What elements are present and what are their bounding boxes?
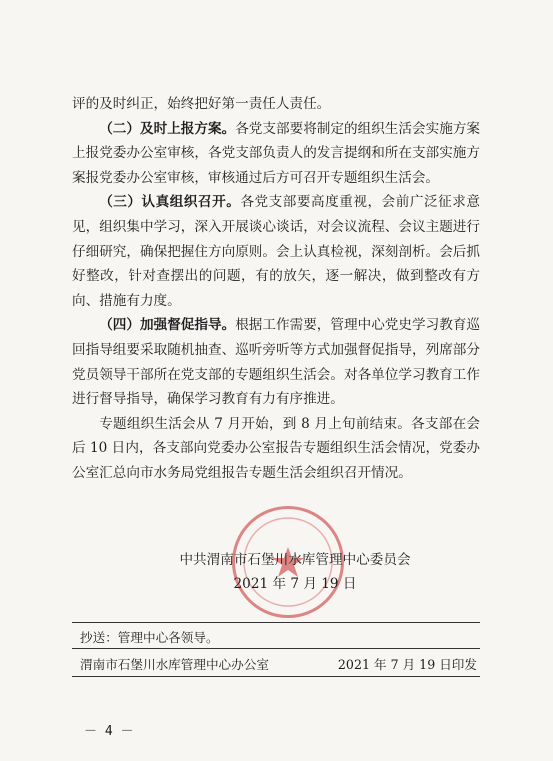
paragraph-5 xyxy=(72,412,480,486)
signature-org: 中共渭南市石堡川水库管理中心委员会 xyxy=(179,552,411,568)
cc-line: 抄送：管理中心各领导。 xyxy=(80,630,219,645)
footer-print-date: 2021 年 7 月 19 日印发 xyxy=(337,657,477,672)
paragraph-2-text: 各党支部要将制定的组织生活会实施方案上报党委办公室审核，各党支部负责人的发言提纲和所在支部实施方案报党委办公室审核，审核通过后方可召开专题组织生活会。 xyxy=(72,120,481,186)
paragraph-4-text: 根据工作需要，管理中心党史学习教育巡回指导组要采取随机抽查、巡听旁听等方式加强督促指导，列席部分党员领导干部所在党支部的专题组织生活会。对各单位学习教育工作进行督导指导，确保学习教育有力有序推进。 xyxy=(72,317,481,408)
signature-date: 2021 年 7 月 19 日 xyxy=(233,576,357,592)
paragraph-4 xyxy=(72,313,480,411)
paragraph-1 xyxy=(72,92,480,117)
footer-issuer: 渭南市石堡川水库管理中心办公室 xyxy=(80,657,269,672)
page-number: － 4 － xyxy=(84,724,134,739)
paragraph-3 xyxy=(72,190,480,313)
divider-bottom xyxy=(72,676,480,677)
paragraph-1-text: 评的及时纠正，始终把好第一责任人责任。 xyxy=(72,96,331,112)
paragraph-2 xyxy=(72,117,480,191)
paragraph-3-text: 各党支部要高度重视，会前广泛征求意见，组织集中学习，深入开展谈心谈话，对会议流程、会议主题进行仔细研究，确保把握住方向原则。会上认真检视，深刻剖析。会后抓好整改，针对查摆出的问题，有的放矢，逐一解决，做到整改有方向、措施有力度。 xyxy=(72,194,481,309)
paragraph-3-head: （三）认真组织召开。 xyxy=(99,194,241,211)
paragraph-5-text: 专题组织生活会从 7 月开始，到 8 月上旬前结束。各支部在会后 10 日内，各支部向党委办公室报告专题组织生活会情况，党委办公室汇总向市水务局党组报告专题生活会组织召开情况。 xyxy=(72,415,480,481)
body-text xyxy=(72,92,480,486)
paragraph-2-head: （二）及时上报方案。 xyxy=(99,120,236,137)
divider-top xyxy=(72,622,480,623)
divider-middle xyxy=(72,648,480,649)
paragraph-4-head: （四）加强督促指导。 xyxy=(99,317,236,334)
